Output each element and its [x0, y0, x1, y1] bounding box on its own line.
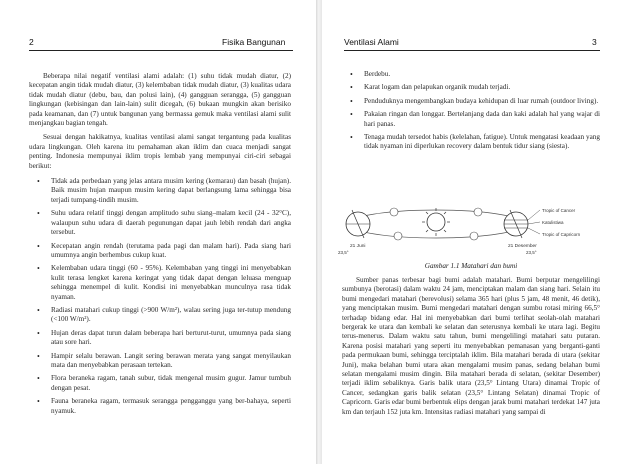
equator-label: Katulistiwa: [542, 220, 564, 225]
left-body: [29, 72, 291, 420]
right-page: [322, 0, 638, 464]
list-item: • Berdebu.: [342, 70, 600, 79]
list-item: • Pakaian ringan dan longgar. Bertelanjang dada dan kaki adalah hal yang wajar di hari panas.: [342, 110, 600, 129]
paragraph: Sesuai dengan hakikatnya, kualitas ventilasi alami sangat tergantung pada kualitas udara lingkungan. Oleh karena itu pemahaman akan iklim dan cuaca menjadi sangat penting. Indonesia mempunyai iklim tropis lembab yang mempunyai ciri-ciri sebagai berikut:: [29, 133, 291, 170]
june-label: 21 Juni: [350, 244, 366, 249]
page-number: 3: [592, 37, 597, 47]
tropic-cancer-label: Tropic of Cancer: [542, 208, 576, 213]
sun-earth-figure: [336, 196, 606, 256]
figure-caption: Gambar 1.1 Matahari dan bumi: [424, 262, 518, 270]
earth-june-icon: [346, 210, 370, 238]
orbit-diagram: [336, 196, 606, 256]
list-item: • Flora beraneka ragam, tanah subur, tidak mengenal musim gugur. Jamur tumbuh dengan pesat.: [29, 374, 291, 393]
left-page: [0, 0, 316, 464]
list-item: • Tenaga mudah tersedot habis (kelelahan, fatigue). Untuk mengatasi keadaan yang tidak nyaman ini diperlukan recovery dalam bentuk tidur siang (siesta).: [342, 133, 600, 152]
leader-lines: [528, 210, 540, 234]
angle-right-label: 23,5°: [526, 250, 537, 255]
running-title: Ventilasi Alami: [344, 37, 399, 47]
header-rule: [344, 50, 600, 51]
climate-list: [29, 177, 291, 416]
list-item: • Suhu udara relatif tinggi dengan amplitudo suhu siang–malam kecil (24 - 32°C), walaupun suhu udara di daerah pegunungan dapat jauh lebih rendah dari angka tersebut.: [29, 209, 291, 237]
list-item: • Radiasi matahari cukup tinggi (>900 W/m²), walau sering juga ter-tutup mendung (<100 W/m²).: [29, 306, 291, 325]
header-rule: [29, 50, 293, 51]
tropic-capricorn-label: Tropic of Capricorn: [542, 232, 581, 237]
list-item: • Fauna beraneka ragam, termasuk serangga pengganggu yang ber-bahaya, seperti nyamuk.: [29, 397, 291, 416]
running-title: Fisika Bangunan: [222, 37, 286, 47]
page-number: 2: [29, 37, 34, 47]
list-item: • Kelembaban udara tinggi (60 - 95%). Kelembaban yang tinggi ini menyebabkan kulit terasa lengket karena keringat yang tidak dapat dengan leluasa menguap sehingga menempel di kulit. Kondisi ini menyebabkan munculnya rasa tidak nyaman.: [29, 264, 291, 302]
earth-december-icon: [504, 210, 528, 238]
angle-left-label: 23,5°: [338, 250, 349, 255]
list-item: • Karat logam dan pelapukan organik mudah terjadi.: [342, 83, 600, 92]
right-body: [342, 276, 600, 417]
december-label: 21 Desember: [508, 244, 537, 249]
paragraph: Sumber panas terbesar bagi bumi adalah matahari. Bumi berputar mengelilingi sumbunya (berotasi) dalam waktu 24 jam, menciptakan malam dan siang hari. Selain itu bumi mengedari matahari (berevolusi) selama 365 hari (plus 5 jam, 48 menit, 46 detik), yang menciptakan musim. Bumi mengedari matahari dengan sumbu rotasi miring 66,5° terhadap bidang edar. Hal ini menyebabkan dari bumi terlihat seolah-olah matahari bergerak ke utara dan kembali ke selatan dan seterusnya kembali ke utara lagi. Begitu terus-menerus. Dalam waktu satu tahun, bumi mengelilingi matahari satu putaran. Karena posisi matahari yang seperti itu menyebabkan pemanasan yang berganti-ganti pada permukaan bumi, sehingga terciptalah iklim. Bila matahari berada di utara (sekitar Juni), maka belahan bumi utara akan mengalami musim panas, sedang belahan bumi selatan mengalami musim dingin. Bila matahari berada di selatan, (sekitar Desember) terjadi iklim sebaliknya. Garis balik utara (23,5° Lintang Utara) dinamai Tropic of Cancer, sedangkan garis balik selatan (23,5° Lintang Selatan) dinamai Tropic of Capricorn. Garis edar bumi berbentuk elips dengan jarak bumi matahari terdekat 147 juta km dan terjauh 152 juta km. Intensitas radiasi matahari yang sampai di: [342, 276, 600, 416]
paragraph: Beberapa nilai negatif ventilasi alami adalah: (1) suhu tidak mudah diatur, (2) kecepatan angin tidak mudah diatur, (3) kelembaban tidak mudah diatur, (3) kualitas udara tidak mudah diatur (debu, bau, dan polusi lain), (4) gangguan serangga, (5) gangguan lingkungan (kebisingan dan lain-lain) sulit dicegah, (6) bukaan mungkin akan berisiko pada keamanan, dan (7) untuk bangunan yang bermassa gemuk maka ventilasi alami sulit menjangkau bagian tengah.: [29, 72, 291, 128]
list-item: • Kecepatan angin rendah (terutama pada pagi dan malam hari). Pada siang hari umumnya angin berhembus cukup kuat.: [29, 242, 291, 261]
list-item: • Hampir selalu berawan. Langit sering berawan merata yang sangat menyilaukan mata dan menyebabkan perasaan tertekan.: [29, 352, 291, 371]
right-list-block: [342, 70, 600, 156]
sun-icon: [422, 208, 450, 236]
climate-list-continued: [342, 70, 600, 152]
list-item: • Hujan deras dapat turun dalam beberapa hari berturut-turut, umumnya pada siang atau sore hari.: [29, 329, 291, 348]
list-item: • Penduduknya mengembangkan budaya kehidupan di luar rumah (outdoor living).: [342, 97, 600, 106]
list-item: • Tidak ada perbedaan yang jelas antara musim kering (kemarau) dan basah (hujan). Baik musim hujan maupun musim kering dapat berlangsung lama sehingga bisa terjadi tumpang-tindih musim.: [29, 177, 291, 205]
